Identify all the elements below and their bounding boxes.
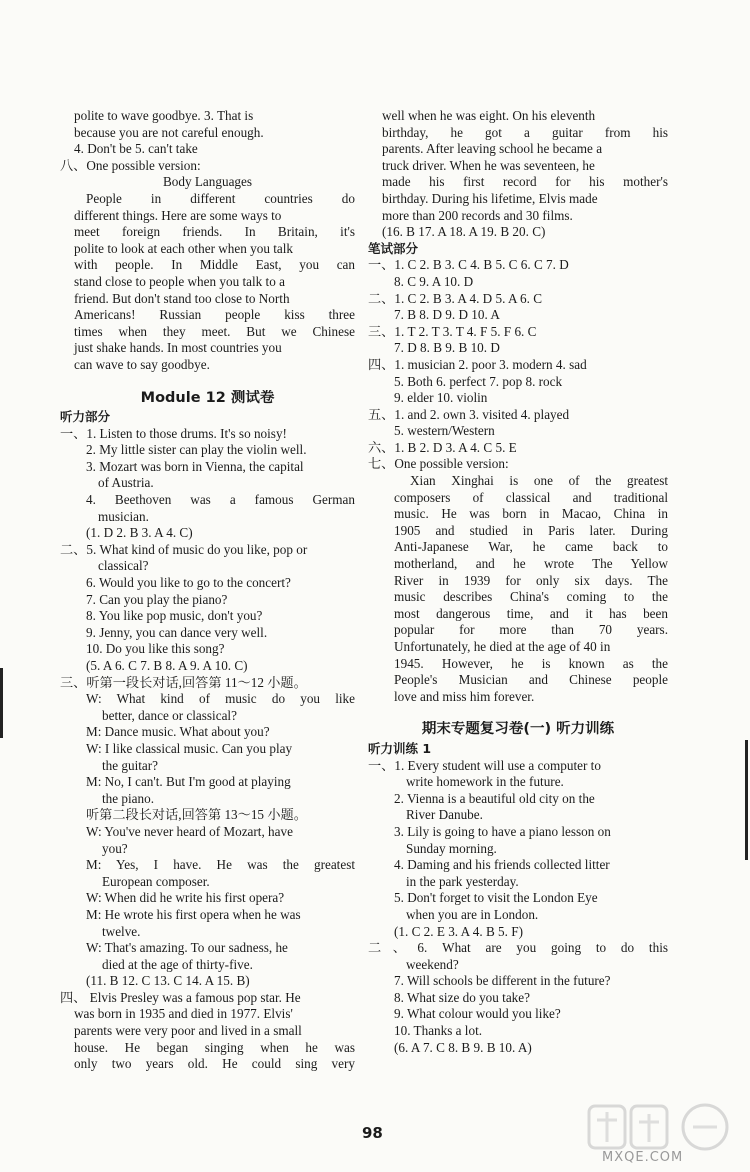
text-line: friend. But don't stand too close to North (74, 290, 290, 306)
text-line: Sunday morning. (406, 840, 497, 856)
text-line: 4. Don't be 5. can't take (74, 141, 198, 157)
text-line: W: When did he write his first opera? (86, 890, 285, 906)
text-line: Americans! Russian people kiss three (74, 307, 355, 323)
text-line: 三、听第一段长对话,回答第 11～12 小题。 (60, 674, 307, 690)
text-line: motherland, and he wrote The Yellow (394, 556, 668, 572)
text-line: 7. B 8. D 9. D 10. A (394, 307, 500, 323)
text-line: 一、1. Listen to those drums. It's so noisy! (60, 425, 287, 441)
text-line: 4. Daming and his friends collected litter (394, 857, 610, 873)
text-line: you? (102, 840, 128, 856)
text-line (368, 705, 668, 717)
text-line: M: Yes, I have. He was the greatest (86, 857, 355, 873)
text-line: 4. Beethoven was a famous German (86, 492, 355, 508)
text-line: 8. C 9. A 10. D (394, 273, 474, 289)
text-line: 3. Lily is going to have a piano lesson on (394, 823, 611, 839)
text-line: 一、1. Every student will use a computer to (368, 757, 601, 773)
text-line: 四、1. musician 2. poor 3. modern 4. sad (368, 356, 587, 372)
text-line: (1. D 2. B 3. A 4. C) (86, 525, 193, 541)
text-line: better, dance or classical? (102, 707, 237, 723)
right-margin-mark (745, 740, 748, 860)
text-line: 9. Jenny, you can dance very well. (86, 624, 268, 640)
section-title: 期末专题复习卷(一) 听力训练 (421, 721, 615, 738)
text-line: when you are in London. (406, 906, 539, 922)
text-line: 8. You like pop music, don't you? (86, 608, 263, 624)
text-line: 二、1. C 2. B 3. A 4. D 5. A 6. C (368, 290, 543, 306)
text-line: different things. Here are some ways to (74, 207, 282, 223)
text-line: 八、One possible version: (60, 157, 201, 173)
text-line: 1905 and studied in Paris later. During (394, 522, 668, 538)
text-line: twelve. (102, 923, 141, 939)
text-line: more than 200 records and 30 films. (382, 207, 573, 223)
text-line: composers of classical and traditional (394, 489, 668, 505)
text-line (60, 374, 355, 386)
text-line: of Austria. (98, 475, 154, 491)
text-line: meet foreign friends. In Britain, it's (74, 224, 355, 240)
text-line: birthday, he got a guitar from his (382, 124, 668, 140)
text-line: W: You've never heard of Mozart, have (86, 823, 293, 839)
text-line: in the park yesterday. (406, 873, 519, 889)
text-line: 1945. However, he is known as the (394, 655, 668, 671)
text-line: most dangerous time, and it has been (394, 605, 668, 621)
text-line: 一、1. C 2. B 3. C 4. B 5. C 6. C 7. D (368, 257, 569, 273)
text-line: 二、5. What kind of music do you like, pop or (60, 541, 308, 557)
text-line: was born in 1935 and died in 1977. Elvis' (74, 1006, 293, 1022)
text-line: because you are not careful enough. (74, 124, 264, 140)
text-line: the guitar? (102, 757, 159, 773)
text-line: truck driver. When he was seventeen, he (382, 157, 595, 173)
text-line: music. He was born in Macao, China in (394, 506, 668, 522)
text-line: 七、One possible version: (368, 456, 509, 472)
text-line: Xian Xinghai is one of the greatest (410, 473, 668, 489)
text-line: (6. A 7. C 8. B 9. B 10. A) (394, 1039, 532, 1055)
text-line: Unfortunately, he died at the age of 40 in (394, 639, 611, 654)
text-line: Anti-Japanese War, he came back to (394, 539, 668, 555)
text-line: 二、6. What are you going to do this (368, 940, 668, 956)
text-line: (16. B 17. A 18. A 19. B 20. C) (382, 224, 546, 240)
text-line: 8. What size do you take? (394, 989, 530, 1005)
text-line: (11. B 12. C 13. C 14. A 15. B) (86, 973, 250, 989)
text-line: musician. (98, 508, 149, 524)
text-line: parents. After leaving school he became a (382, 141, 603, 157)
text-line: 三、1. T 2. T 3. T 4. F 5. F 6. C (368, 323, 537, 339)
text-line: 3. Mozart was born in Vienna, the capital (86, 458, 304, 474)
section-heading: 听力部分 (60, 409, 111, 425)
text-line: 10. Thanks a lot. (394, 1023, 483, 1039)
text-line: 5. Both 6. perfect 7. pop 8. rock (394, 373, 563, 389)
text-line: 2. My little sister can play the violin well. (86, 442, 307, 458)
right-answer-column (368, 108, 668, 1056)
text-line: music describes China's coming to the (394, 589, 668, 605)
text-line: the piano. (102, 790, 155, 806)
section-heading: 笔试部分 (368, 240, 419, 256)
text-line: made his first record for his mother's (382, 174, 668, 190)
text-line: M: Dance music. What about you? (86, 724, 270, 740)
text-line: (5. A 6. C 7. B 8. A 9. A 10. C) (86, 658, 248, 673)
text-line: love and miss him forever. (394, 688, 535, 704)
text-line: 7. Can you play the piano? (86, 591, 228, 607)
text-line: 9. What colour would you like? (394, 1006, 561, 1022)
text-line: Body Languages (163, 174, 252, 190)
text-line: W: I like classical music. Can you play (86, 740, 293, 756)
text-line: 2. Vienna is a beautiful old city on the (394, 790, 595, 806)
text-line: 四、 Elvis Presley was a famous pop star. He (60, 989, 301, 1005)
text-line: 五、1. and 2. own 3. visited 4. played (368, 406, 570, 422)
text-line: with people. In Middle East, you can (74, 257, 355, 273)
text-line: polite to look at each other when you talk (74, 240, 293, 256)
text-line: River Danube. (406, 807, 483, 823)
page-number: 98 (362, 1124, 383, 1142)
section-heading: 听力训练 1 (368, 740, 432, 756)
text-line: only two years old. He could sing very (74, 1056, 355, 1072)
text-line: popular for more than 70 years. (394, 622, 668, 638)
section-title: Module 12 测试卷 (140, 389, 275, 406)
text-line: just shake hands. In most countries you (74, 340, 282, 356)
text-line: house. He began singing when he was (74, 1039, 355, 1055)
text-line: 7. D 8. B 9. B 10. D (394, 340, 500, 356)
text-line: 听第二段长对话,回答第 13～15 小题。 (86, 807, 307, 823)
text-line: 7. Will schools be different in the future? (394, 973, 611, 989)
text-line: 5. western/Western (394, 423, 495, 439)
text-line: died at the age of thirty-five. (102, 956, 253, 972)
text-line: stand close to people when you talk to a (74, 273, 285, 289)
text-line: River in 1939 for only six days. The (394, 572, 668, 588)
text-line: 10. Do you like this song? (86, 641, 225, 657)
text-line: well when he was eight. On his eleventh (382, 108, 596, 123)
text-line: weekend? (406, 956, 459, 972)
text-line: M: He wrote his first opera when he was (86, 906, 301, 922)
text-line: classical? (98, 558, 149, 574)
text-line: 六、1. B 2. D 3. A 4. C 5. E (368, 439, 517, 455)
text-line: M: No, I can't. But I'm good at playing (86, 774, 291, 790)
text-line: parents were very poor and lived in a small (74, 1023, 302, 1039)
text-line: times when they meet. But we Chinese (74, 323, 355, 339)
left-margin-mark (0, 668, 3, 738)
text-line: People in different countries do (86, 190, 355, 206)
text-line: (1. C 2. E 3. A 4. B 5. F) (394, 923, 523, 939)
text-line: 5. Don't forget to visit the London Eye (394, 890, 598, 906)
text-line: 6. Would you like to go to the concert? (86, 575, 291, 591)
text-line: write homework in the future. (406, 774, 564, 790)
text-line: W: What kind of music do you like (86, 691, 355, 707)
left-answer-column (60, 108, 355, 1073)
text-line: People's Musician and Chinese people (394, 672, 668, 688)
text-line: birthday. During his lifetime, Elvis made (382, 190, 598, 206)
text-line: can wave to say goodbye. (74, 356, 210, 372)
text-line: 9. elder 10. violin (394, 390, 488, 406)
text-line: W: That's amazing. To our sadness, he (86, 940, 288, 956)
watermark-site-text: MXQE.COM (602, 1150, 684, 1165)
text-line: European composer. (102, 873, 210, 889)
text-line: polite to wave goodbye. 3. That is (74, 108, 254, 123)
